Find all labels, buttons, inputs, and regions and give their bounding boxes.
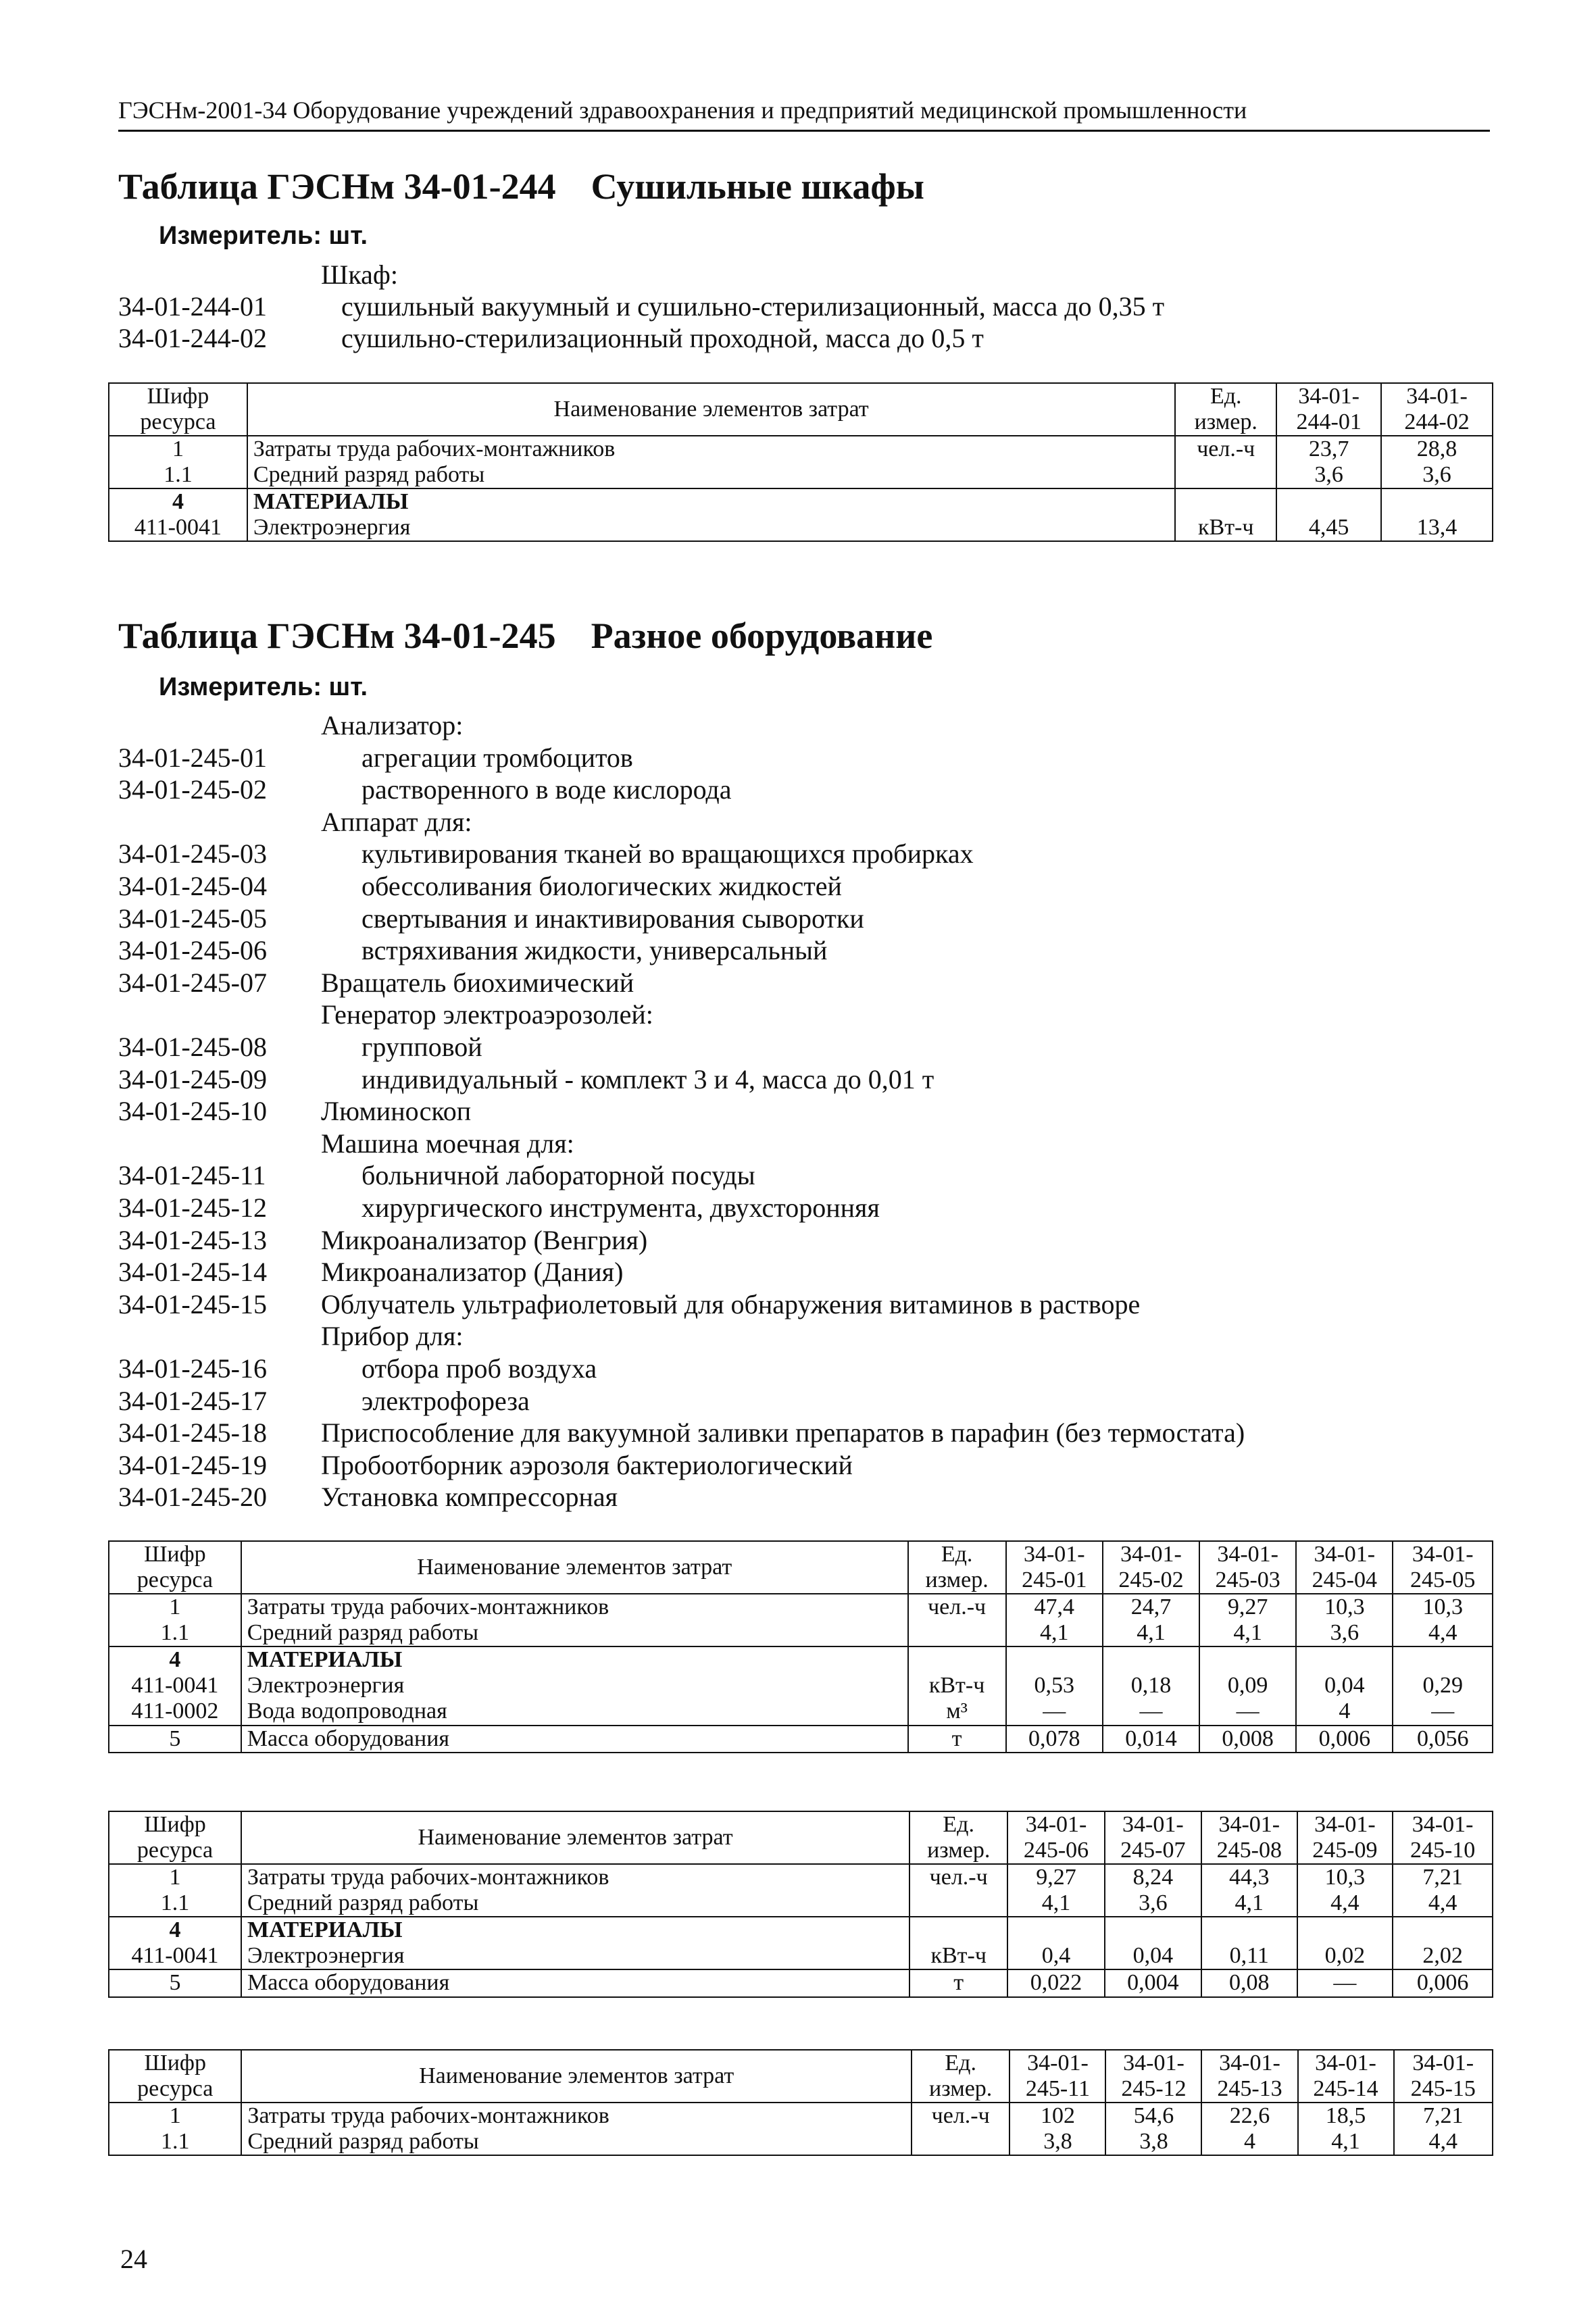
table-244-resources xyxy=(108,382,1493,542)
item-text: групповой xyxy=(361,1032,482,1062)
item-code: 34-01-245-09 xyxy=(118,1063,267,1095)
cell-value: 3,8 xyxy=(1105,2129,1201,2155)
cell-unit: чел.-ч xyxy=(1175,436,1276,462)
cell-value: 0,006 xyxy=(1393,1969,1493,1996)
cell-unit xyxy=(909,1917,1007,1943)
header-col: 34-01-244-01 xyxy=(1276,383,1381,436)
table-header-row xyxy=(109,383,1493,436)
header-col: 34-01-245-09 xyxy=(1297,1811,1393,1864)
cell-unit xyxy=(908,1646,1006,1673)
header-col: 34-01-245-14 xyxy=(1298,2050,1394,2103)
table-245-meter: Измеритель: шт. xyxy=(159,673,368,701)
table-244-name: Сушильные шкафы xyxy=(591,166,924,207)
cell-value: 0,008 xyxy=(1199,1726,1296,1753)
cell-code: 4 xyxy=(109,1646,241,1673)
item-text: культивирования тканей во вращающихся пробирках xyxy=(361,838,974,870)
item-text: растворенного в воде кислорода xyxy=(361,774,732,805)
table-header-row xyxy=(109,1811,1493,1864)
table-244-title xyxy=(118,166,924,207)
cell-value: 0,056 xyxy=(1393,1726,1493,1753)
cell-value: 47,4 xyxy=(1006,1594,1103,1620)
cell-value: 0,04 xyxy=(1105,1943,1201,1969)
cell-code: 411-0041 xyxy=(109,1673,241,1699)
cell-name: Средний разряд работы xyxy=(241,2129,911,2155)
table-244-meter: Измеритель: шт. xyxy=(159,222,368,250)
table-245-resources-3 xyxy=(108,2049,1493,2156)
cell-value: 54,6 xyxy=(1105,2103,1201,2129)
item-text: свертывания и инактивирования сыворотки xyxy=(361,903,864,934)
header-name: Наименование элементов затрат xyxy=(247,383,1175,436)
item-code: 34-01-245-19 xyxy=(118,1449,267,1480)
cell-name: Затраты труда рабочих-монтажников xyxy=(241,1594,908,1620)
header-col: 34-01-245-01 xyxy=(1006,1541,1103,1594)
cell-name: Электроэнергия xyxy=(241,1943,909,1969)
item-text: сушильно-стерилизационный проходной, масса до 0,5 т xyxy=(341,323,984,353)
cell-value: 0,006 xyxy=(1296,1726,1393,1753)
cell-code: 1 xyxy=(109,1594,241,1620)
cell-value: 18,5 xyxy=(1298,2103,1394,2129)
table-row xyxy=(109,1646,1493,1673)
cell-value: 3,6 xyxy=(1381,462,1493,488)
cell-name: Вода водопроводная xyxy=(241,1699,908,1725)
cell-name: Средний разряд работы xyxy=(241,1620,908,1646)
cell-value: 0,11 xyxy=(1201,1943,1297,1969)
group-label: Шкаф: xyxy=(321,259,398,290)
cell-value xyxy=(1199,1646,1296,1673)
cell-unit xyxy=(1175,488,1276,515)
cell-name: Затраты труда рабочих-монтажников xyxy=(247,436,1175,462)
cell-value: 10,3 xyxy=(1297,1864,1393,1890)
table-row xyxy=(109,1726,1493,1753)
cell-unit: кВт-ч xyxy=(908,1673,1006,1699)
cell-value: 4,4 xyxy=(1393,1620,1493,1646)
header-col: 34-01-245-15 xyxy=(1394,2050,1493,2103)
item-code: 34-01-245-02 xyxy=(118,774,267,805)
cell-value: 0,18 xyxy=(1103,1673,1199,1699)
item-text: Облучатель ультрафиолетовый для обнаружения витаминов в растворе xyxy=(321,1288,1141,1319)
table-row xyxy=(109,1594,1493,1620)
item-text: Приспособление для вакуумной заливки препаратов в парафин (без термостата) xyxy=(321,1417,1245,1449)
cell-value: 0,4 xyxy=(1007,1943,1104,1969)
header-code: Шифр ресурса xyxy=(109,2050,241,2103)
header-code: Шифр ресурса xyxy=(109,1811,241,1864)
table-row xyxy=(109,2129,1493,2155)
header-col: 34-01-245-02 xyxy=(1103,1541,1199,1594)
cell-code: 1.1 xyxy=(109,1620,241,1646)
item-code: 34-01-245-11 xyxy=(118,1160,266,1191)
cell-value xyxy=(1105,1917,1201,1943)
cell-value: 0,022 xyxy=(1007,1969,1104,1996)
cell-value xyxy=(1393,1646,1493,1673)
cell-value: 13,4 xyxy=(1381,515,1493,541)
cell-value: 9,27 xyxy=(1007,1864,1104,1890)
cell-unit: т xyxy=(909,1969,1007,1996)
table-row xyxy=(109,1699,1493,1725)
running-header: ГЭСНм-2001-34 Оборудование учреждений здравоохранения и предприятий медицинской промышленности xyxy=(118,96,1490,132)
cell-name: МАТЕРИАЛЫ xyxy=(247,488,1175,515)
group-label: Аппарат для: xyxy=(321,806,472,837)
cell-code: 411-0002 xyxy=(109,1699,241,1725)
cell-name: МАТЕРИАЛЫ xyxy=(241,1646,908,1673)
cell-code: 1.1 xyxy=(109,1890,241,1917)
item-text: индивидуальный - комплект 3 и 4, масса до 0,01 т xyxy=(361,1063,934,1095)
cell-value: 4,4 xyxy=(1394,2129,1493,2155)
table-245-title xyxy=(118,615,932,657)
header-col: 34-01-245-06 xyxy=(1007,1811,1104,1864)
cell-name: Электроэнергия xyxy=(247,515,1175,541)
cell-name: МАТЕРИАЛЫ xyxy=(241,1917,909,1943)
header-col: 34-01-245-04 xyxy=(1296,1541,1393,1594)
header-col: 34-01-245-11 xyxy=(1009,2050,1105,2103)
cell-value: 4,1 xyxy=(1199,1620,1296,1646)
group-label: Машина моечная для: xyxy=(321,1128,574,1159)
item-code: 34-01-245-08 xyxy=(118,1032,267,1062)
cell-value: 10,3 xyxy=(1296,1594,1393,1620)
item-code: 34-01-245-06 xyxy=(118,935,267,966)
cell-value: 4,1 xyxy=(1006,1620,1103,1646)
table-245-name: Разное оборудование xyxy=(591,615,933,656)
item-code: 34-01-245-03 xyxy=(118,838,267,870)
item-code: 34-01-245-01 xyxy=(118,742,267,773)
header-col: 34-01-245-07 xyxy=(1105,1811,1201,1864)
table-row xyxy=(109,1890,1493,1917)
item-code: 34-01-245-15 xyxy=(118,1288,267,1319)
cell-value: 3,6 xyxy=(1296,1620,1393,1646)
cell-value: 3,6 xyxy=(1276,462,1381,488)
cell-value: — xyxy=(1199,1699,1296,1725)
cell-value: 28,8 xyxy=(1381,436,1493,462)
cell-value xyxy=(1381,488,1493,515)
item-code: 34-01-245-14 xyxy=(118,1257,267,1288)
table-245-code: Таблица ГЭСНм 34-01-245 xyxy=(118,615,556,656)
cell-value: 4 xyxy=(1296,1699,1393,1725)
table-row xyxy=(109,1969,1493,1996)
cell-code: 4 xyxy=(109,488,247,515)
table-row xyxy=(109,1620,1493,1646)
cell-code: 5 xyxy=(109,1969,241,1996)
item-text: электрофореза xyxy=(361,1385,530,1416)
cell-unit xyxy=(1175,462,1276,488)
cell-name: Средний разряд работы xyxy=(247,462,1175,488)
header-name: Наименование элементов затрат xyxy=(241,1541,908,1594)
cell-value: 4,4 xyxy=(1297,1890,1393,1917)
cell-value: 4,45 xyxy=(1276,515,1381,541)
cell-value: 2,02 xyxy=(1393,1943,1493,1969)
table-row xyxy=(109,515,1493,541)
group-label: Прибор для: xyxy=(321,1321,464,1352)
table-row xyxy=(109,2103,1493,2129)
cell-value: 0,04 xyxy=(1296,1673,1393,1699)
header-col: 34-01-245-08 xyxy=(1201,1811,1297,1864)
table-header-row xyxy=(109,2050,1493,2103)
header-unit: Ед. измер. xyxy=(1175,383,1276,436)
cell-unit: чел.-ч xyxy=(912,2103,1010,2129)
cell-value: 22,6 xyxy=(1201,2103,1297,2129)
cell-value xyxy=(1296,1646,1393,1673)
item-code: 34-01-245-10 xyxy=(118,1096,267,1127)
cell-name: Электроэнергия xyxy=(241,1673,908,1699)
cell-value: 23,7 xyxy=(1276,436,1381,462)
cell-value: 9,27 xyxy=(1199,1594,1296,1620)
cell-code: 4 xyxy=(109,1917,241,1943)
cell-code: 1 xyxy=(109,1864,241,1890)
page-number: 24 xyxy=(120,2244,147,2274)
cell-unit: м³ xyxy=(908,1699,1006,1725)
cell-value: 10,3 xyxy=(1393,1594,1493,1620)
item-code: 34-01-245-16 xyxy=(118,1353,267,1384)
cell-unit: кВт-ч xyxy=(1175,515,1276,541)
item-code: 34-01-244-02 xyxy=(118,323,267,353)
cell-value xyxy=(1006,1646,1103,1673)
header-code: Шифр ресурса xyxy=(109,383,247,436)
header-col: 34-01-245-12 xyxy=(1105,2050,1201,2103)
cell-code: 1 xyxy=(109,2103,241,2129)
item-text: сушильный вакуумный и сушильно-стерилизационный, масса до 0,35 т xyxy=(341,291,1165,322)
header-col: 34-01-245-13 xyxy=(1201,2050,1297,2103)
cell-value xyxy=(1103,1646,1199,1673)
cell-value: 24,7 xyxy=(1103,1594,1199,1620)
cell-value: 4,1 xyxy=(1103,1620,1199,1646)
item-text: Микроанализатор (Венгрия) xyxy=(321,1224,648,1255)
cell-value: 0,53 xyxy=(1006,1673,1103,1699)
table-header-row xyxy=(109,1541,1493,1594)
cell-unit xyxy=(908,1620,1006,1646)
cell-value: 7,21 xyxy=(1393,1864,1493,1890)
group-label: Генератор электроаэрозолей: xyxy=(321,999,653,1030)
header-unit: Ед. измер. xyxy=(909,1811,1007,1864)
cell-value xyxy=(1201,1917,1297,1943)
header-col: 34-01-244-02 xyxy=(1381,383,1493,436)
cell-value xyxy=(1007,1917,1104,1943)
item-code: 34-01-245-20 xyxy=(118,1482,267,1513)
cell-value: 3,8 xyxy=(1009,2129,1105,2155)
table-244-code: Таблица ГЭСНм 34-01-244 xyxy=(118,166,556,207)
header-col: 34-01-245-05 xyxy=(1393,1541,1493,1594)
cell-value: 0,09 xyxy=(1199,1673,1296,1699)
header-col: 34-01-245-03 xyxy=(1199,1541,1296,1594)
cell-code: 411-0041 xyxy=(109,1943,241,1969)
cell-value: — xyxy=(1103,1699,1199,1725)
cell-value: 0,004 xyxy=(1105,1969,1201,1996)
cell-value: 102 xyxy=(1009,2103,1105,2129)
item-text: Вращатель биохимический xyxy=(321,967,634,998)
header-col: 34-01-245-10 xyxy=(1393,1811,1493,1864)
cell-value: 0,02 xyxy=(1297,1943,1393,1969)
cell-value: 3,6 xyxy=(1105,1890,1201,1917)
cell-value: 0,29 xyxy=(1393,1673,1493,1699)
cell-code: 1.1 xyxy=(109,2129,241,2155)
cell-unit: кВт-ч xyxy=(909,1943,1007,1969)
cell-value: 4,4 xyxy=(1393,1890,1493,1917)
cell-value: 44,3 xyxy=(1201,1864,1297,1890)
cell-name: Масса оборудования xyxy=(241,1969,909,1996)
item-code: 34-01-245-17 xyxy=(118,1385,267,1416)
cell-value: 8,24 xyxy=(1105,1864,1201,1890)
cell-value: 0,078 xyxy=(1006,1726,1103,1753)
cell-value: 4 xyxy=(1201,2129,1297,2155)
table-row xyxy=(109,462,1493,488)
item-text: Люминоскоп xyxy=(321,1096,472,1127)
group-label: Анализатор: xyxy=(321,710,464,740)
table-245-resources-2 xyxy=(108,1811,1493,1998)
header-code: Шифр ресурса xyxy=(109,1541,241,1594)
item-text: хирургического инструмента, двухсторонняя xyxy=(361,1192,880,1223)
item-code: 34-01-244-01 xyxy=(118,291,267,322)
header-unit: Ед. измер. xyxy=(908,1541,1006,1594)
table-row xyxy=(109,488,1493,515)
header-unit: Ед. измер. xyxy=(912,2050,1010,2103)
cell-name: Затраты труда рабочих-монтажников xyxy=(241,2103,911,2129)
cell-value: — xyxy=(1297,1969,1393,1996)
table-row xyxy=(109,1864,1493,1890)
table-row xyxy=(109,1673,1493,1699)
cell-code: 1.1 xyxy=(109,462,247,488)
header-name: Наименование элементов затрат xyxy=(241,2050,911,2103)
cell-value xyxy=(1276,488,1381,515)
cell-value: 4,1 xyxy=(1007,1890,1104,1917)
cell-unit xyxy=(912,2129,1010,2155)
item-text: Установка компрессорная xyxy=(321,1482,618,1513)
cell-code: 1 xyxy=(109,436,247,462)
item-code: 34-01-245-05 xyxy=(118,903,267,934)
table-245-resources-1 xyxy=(108,1540,1493,1753)
cell-code: 5 xyxy=(109,1726,241,1753)
item-text: больничной лабораторной посуды xyxy=(361,1160,755,1191)
cell-unit: чел.-ч xyxy=(908,1594,1006,1620)
cell-name: Масса оборудования xyxy=(241,1726,908,1753)
cell-value xyxy=(1393,1917,1493,1943)
table-row xyxy=(109,1943,1493,1969)
header-name: Наименование элементов затрат xyxy=(241,1811,909,1864)
item-text: встряхивания жидкости, универсальный xyxy=(361,935,828,966)
item-text: Пробоотборник аэрозоля бактериологический xyxy=(321,1449,853,1480)
cell-name: Затраты труда рабочих-монтажников xyxy=(241,1864,909,1890)
item-code: 34-01-245-12 xyxy=(118,1192,267,1223)
cell-value: 4,1 xyxy=(1201,1890,1297,1917)
cell-unit: чел.-ч xyxy=(909,1864,1007,1890)
cell-unit: т xyxy=(908,1726,1006,1753)
cell-value: — xyxy=(1393,1699,1493,1725)
item-code: 34-01-245-04 xyxy=(118,871,267,901)
cell-value: 0,08 xyxy=(1201,1969,1297,1996)
item-text: агрегации тромбоцитов xyxy=(361,742,633,773)
cell-code: 411-0041 xyxy=(109,515,247,541)
cell-name: Средний разряд работы xyxy=(241,1890,909,1917)
item-text: Микроанализатор (Дания) xyxy=(321,1257,624,1288)
cell-value: 4,1 xyxy=(1298,2129,1394,2155)
cell-value: 7,21 xyxy=(1394,2103,1493,2129)
item-code: 34-01-245-13 xyxy=(118,1224,267,1255)
cell-value xyxy=(1297,1917,1393,1943)
item-code: 34-01-245-07 xyxy=(118,967,267,998)
table-row xyxy=(109,1917,1493,1943)
cell-unit xyxy=(909,1890,1007,1917)
item-code: 34-01-245-18 xyxy=(118,1417,267,1449)
cell-value: — xyxy=(1006,1699,1103,1725)
table-row xyxy=(109,436,1493,462)
item-text: отбора проб воздуха xyxy=(361,1353,597,1384)
item-text: обессоливания биологических жидкостей xyxy=(361,871,842,901)
cell-value: 0,014 xyxy=(1103,1726,1199,1753)
